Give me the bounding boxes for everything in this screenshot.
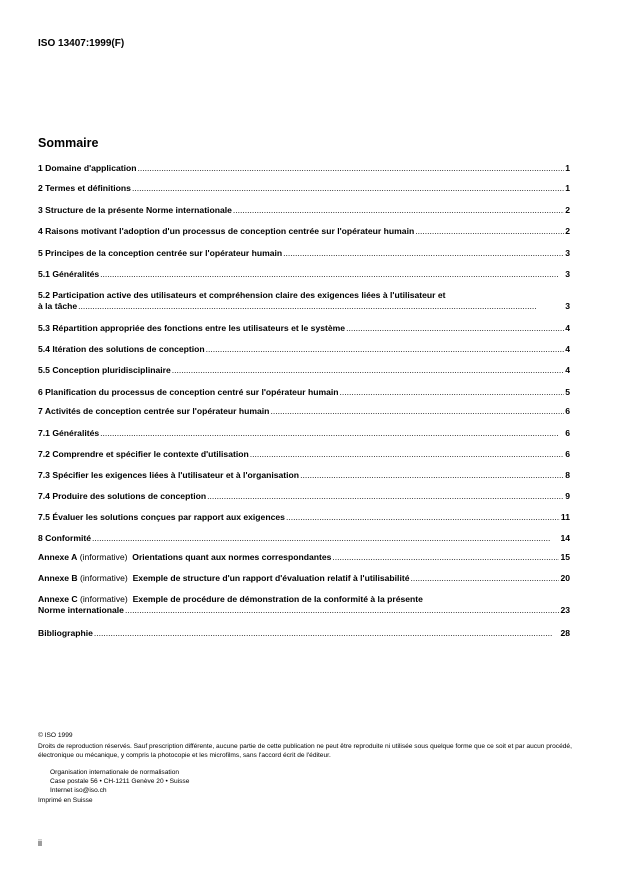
toc-entry[interactable]	[38, 226, 570, 237]
toc-entry-label: 7.1 Généralités	[38, 428, 100, 438]
toc-entry-label-line1: 5.2 Participation active des utilisateurs et compréhension claire des exigences liées à l'utilisateur et	[38, 290, 446, 300]
toc-entry-page: 14	[560, 533, 570, 543]
toc-entry-label: 5.1 Généralités	[38, 269, 100, 279]
toc-entry[interactable]	[38, 628, 570, 639]
page-number: ii	[38, 838, 42, 848]
toc-entry[interactable]	[38, 449, 570, 460]
toc-entry[interactable]	[38, 533, 570, 544]
toc-entry-page: 23	[560, 605, 570, 615]
toc-entry-label: 7.2 Comprendre et spécifier le contexte d'utilisation	[38, 449, 249, 459]
dot-leader	[340, 387, 565, 398]
toc-entry-annex[interactable]	[38, 594, 570, 616]
dot-leader	[286, 512, 560, 523]
toc-entry-label: 5.3 Répartition appropriée des fonctions entre les utilisateurs et le système	[38, 323, 346, 333]
toc-entry-label: 1 Domaine d'application	[38, 163, 137, 173]
dot-leader	[233, 205, 564, 216]
toc-entry[interactable]	[38, 512, 570, 523]
dot-leader	[78, 301, 564, 312]
dot-leader	[92, 533, 559, 544]
dot-leader	[283, 248, 564, 259]
annex-kind: (informative)	[80, 573, 128, 583]
dot-leader	[207, 491, 564, 502]
printed-in: Imprimé en Suisse	[38, 797, 93, 804]
toc-entry-label: 8 Conformité	[38, 533, 91, 543]
toc-entry-label: 7.3 Spécifier les exigences liées à l'utilisateur et à l'organisation	[38, 470, 300, 480]
toc-entry-label: 7 Activités de conception centrée sur l'opérateur humain	[38, 406, 270, 416]
toc-entry[interactable]	[38, 470, 570, 481]
copyright-line: © ISO 1999	[38, 732, 73, 739]
toc-entry-label: Norme internationale	[38, 605, 124, 615]
toc-entry-page: 8	[565, 470, 570, 480]
toc-entry-page: 20	[560, 573, 570, 583]
annex-id: Annexe C	[38, 594, 78, 604]
toc-entry-page: 9	[565, 491, 570, 501]
toc-entry-page: 2	[565, 226, 570, 236]
toc-entry[interactable]	[38, 290, 570, 312]
toc-entry-page: 1	[565, 163, 570, 173]
toc-entry[interactable]	[38, 269, 570, 280]
toc-entry-label: Exemple de structure d'un rapport d'évaluation relatif à l'utilisabilité	[132, 573, 410, 583]
toc-entry-label: 5.4 Itération des solutions de conception	[38, 344, 205, 354]
toc-entry-page: 3	[565, 301, 570, 311]
annex-kind: (informative)	[79, 552, 128, 562]
toc-entry[interactable]	[38, 406, 570, 417]
toc-entry-label: 6 Planification du processus de conception centré sur l'opérateur humain	[38, 387, 339, 397]
toc-entry-label-line1: Exemple de procédure de démonstration de la conformité à la présente	[132, 594, 423, 604]
toc-entry-page: 4	[565, 323, 570, 333]
dot-leader	[94, 628, 560, 639]
toc-entry-annex[interactable]	[38, 573, 570, 584]
dot-leader	[172, 365, 564, 376]
toc-entry[interactable]	[38, 387, 570, 398]
toc-entry-page: 3	[565, 248, 570, 258]
dot-leader	[346, 323, 564, 334]
toc-entry-page: 6	[565, 406, 570, 416]
toc-entry-page: 2	[565, 205, 570, 215]
toc-entry-page: 15	[560, 552, 570, 562]
toc-entry[interactable]	[38, 344, 570, 355]
toc-entry-page: 4	[565, 344, 570, 354]
toc-entry-label: Bibliographie	[38, 628, 93, 638]
toc-entry-page: 3	[565, 269, 570, 279]
toc-entry[interactable]	[38, 183, 570, 194]
dot-leader	[138, 163, 565, 174]
dot-leader	[250, 449, 564, 460]
rights-notice: Droits de reproduction réservés. Sauf prescription différente, aucune partie de cette publication ne peut être reproduite ni utilisée sous quelque forme que ce soit et par aucun procédé, électronique ou mécanique, y compris la photocopie et les microfilms, sans l'accord écrit de l'éditeur.	[38, 743, 572, 759]
organisation-name: Organisation internationale de normalisation	[50, 769, 180, 776]
toc-entry-page: 4	[565, 365, 570, 375]
dot-leader	[206, 344, 565, 355]
toc-entry-page: 1	[565, 183, 570, 193]
dot-leader	[100, 269, 564, 280]
toc-entry[interactable]	[38, 365, 570, 376]
document-header: ISO 13407:1999(F)	[38, 38, 125, 49]
toc-entry-label: 7.4 Produire des solutions de conception	[38, 491, 207, 501]
annex-id: Annexe A	[38, 552, 78, 562]
dot-leader	[410, 573, 559, 584]
toc-entry[interactable]	[38, 205, 570, 216]
toc-entry-label: 4 Raisons motivant l'adoption d'un processus de conception centrée sur l'opérateur humain	[38, 226, 415, 236]
toc-entry-page: 6	[565, 428, 570, 438]
toc-entry[interactable]	[38, 491, 570, 502]
toc-entry-label: 7.5 Évaluer les solutions conçues par rapport aux exigences	[38, 512, 285, 522]
toc-entry-label: à la tâche	[38, 301, 78, 311]
toc-entry[interactable]	[38, 248, 570, 259]
toc-entry-page: 28	[560, 628, 570, 638]
dot-leader	[100, 428, 564, 439]
toc-entry-label: 3 Structure de la présente Norme internationale	[38, 205, 232, 215]
toc-entry-label: Orientations quant aux normes correspondantes	[132, 552, 332, 562]
toc-entry-page: 5	[565, 387, 570, 397]
toc-entry-page: 6	[565, 449, 570, 459]
toc-entry[interactable]	[38, 163, 570, 174]
dot-leader	[332, 552, 559, 563]
dot-leader	[415, 226, 564, 237]
dot-leader	[300, 470, 564, 481]
dot-leader	[270, 406, 564, 417]
toc-entry-label: 2 Termes et définitions	[38, 183, 131, 193]
annex-id: Annexe B	[38, 573, 78, 583]
toc-entry-annex[interactable]	[38, 552, 570, 563]
toc-entry[interactable]	[38, 323, 570, 334]
dot-leader	[132, 183, 564, 194]
organisation-internet: Internet iso@iso.ch	[50, 787, 107, 794]
toc-title: Sommaire	[38, 136, 99, 150]
annex-kind: (informative)	[80, 594, 128, 604]
dot-leader	[125, 605, 559, 616]
organisation-address: Case postale 56 • CH-1211 Genève 20 • Suisse	[50, 778, 190, 785]
toc-entry[interactable]	[38, 428, 570, 439]
toc-entry-label: 5.5 Conception pluridisciplinaire	[38, 365, 171, 375]
toc-entry-page: 11	[560, 512, 570, 522]
toc-entry-label: 5 Principes de la conception centrée sur l'opérateur humain	[38, 248, 283, 258]
